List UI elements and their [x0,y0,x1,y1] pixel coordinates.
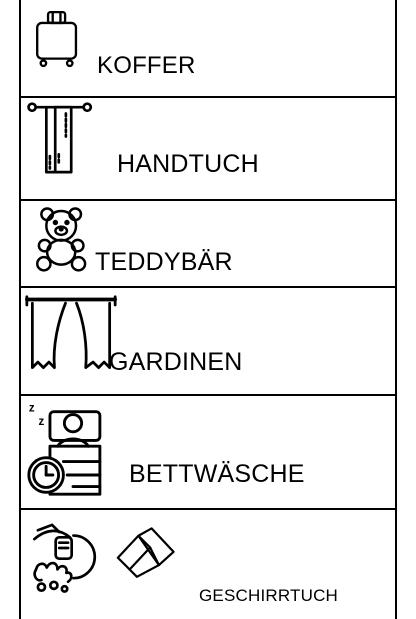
card-teddybaer [21,201,395,288]
card-gardinen [21,288,395,396]
card-label: BETTWÄSCHE [129,460,305,488]
curtains-icon [25,292,117,388]
card-handtuch [21,98,395,201]
card-koffer [21,0,395,98]
card-label: HANDTUCH [117,150,259,178]
suitcase-icon [31,4,93,76]
word-card-column [19,0,397,619]
svg-text:z: z [38,416,45,429]
card-label: GARDINEN [109,348,243,376]
card-label: KOFFER [97,52,196,79]
dish-washing-icon [29,516,109,596]
svg-text:z: z [28,402,35,415]
card-label: GESCHIRRTUCH [199,586,339,605]
sleeping-bed-clock-icon [25,398,121,504]
folded-cloth-icon [105,524,185,590]
card-geschirrtuch [21,510,395,619]
card-label: TEDDYBÄR [95,248,233,276]
towel-rail-icon [25,98,105,184]
card-bettwaesche [21,396,395,510]
teddy-bear-icon [29,203,95,275]
